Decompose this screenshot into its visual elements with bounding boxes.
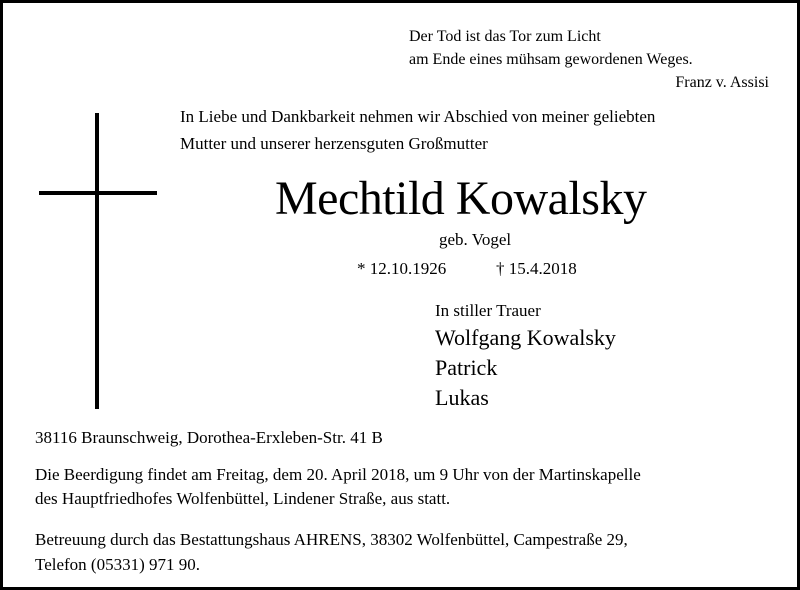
- quote-line-1: Der Tod ist das Tor zum Licht: [409, 28, 601, 45]
- mourner-name: Lukas: [435, 385, 489, 410]
- maiden-name: geb. Vogel: [439, 230, 512, 249]
- funeral-info: [35, 463, 641, 511]
- mourner-name: Wolfgang Kowalsky: [435, 325, 616, 350]
- deceased-name: Mechtild Kowalsky: [275, 172, 647, 225]
- undertaker-info: [35, 527, 628, 577]
- mourner-list: [435, 323, 616, 413]
- latin-cross-crossbar: [39, 191, 157, 195]
- intro-text: [180, 103, 655, 157]
- death-date: † 15.4.2018: [496, 259, 577, 278]
- undertaker-line-1: Betreuung durch das Bestattungshaus AHRENS, 38302 Wolfenbüttel, Campestraße 29,: [35, 530, 628, 549]
- quote-author: Franz v. Assisi: [675, 74, 769, 91]
- quote-line-2: am Ende eines mühsam gewordenen Weges.: [409, 51, 693, 68]
- mourner-name: Patrick: [435, 355, 498, 380]
- birth-date: * 12.10.1926: [357, 259, 447, 278]
- intro-line-2: Mutter und unserer herzensguten Großmutter: [180, 134, 488, 153]
- intro-line-1: In Liebe und Dankbarkeit nehmen wir Abschied von meiner geliebten: [180, 107, 656, 126]
- mourning-heading: In stiller Trauer: [435, 301, 541, 320]
- family-address: 38116 Braunschweig, Dorothea-Erxleben-Str. 41 B: [35, 428, 383, 447]
- latin-cross-icon: [95, 113, 99, 409]
- funeral-line-1: Die Beerdigung findet am Freitag, dem 20. April 2018, um 9 Uhr von der Martinskapelle: [35, 465, 641, 484]
- epigraph-quote: [409, 25, 769, 94]
- funeral-line-2: des Hauptfriedhofes Wolfenbüttel, Lindener Straße, aus statt.: [35, 489, 451, 508]
- undertaker-line-2: Telefon (05331) 971 90.: [35, 555, 200, 574]
